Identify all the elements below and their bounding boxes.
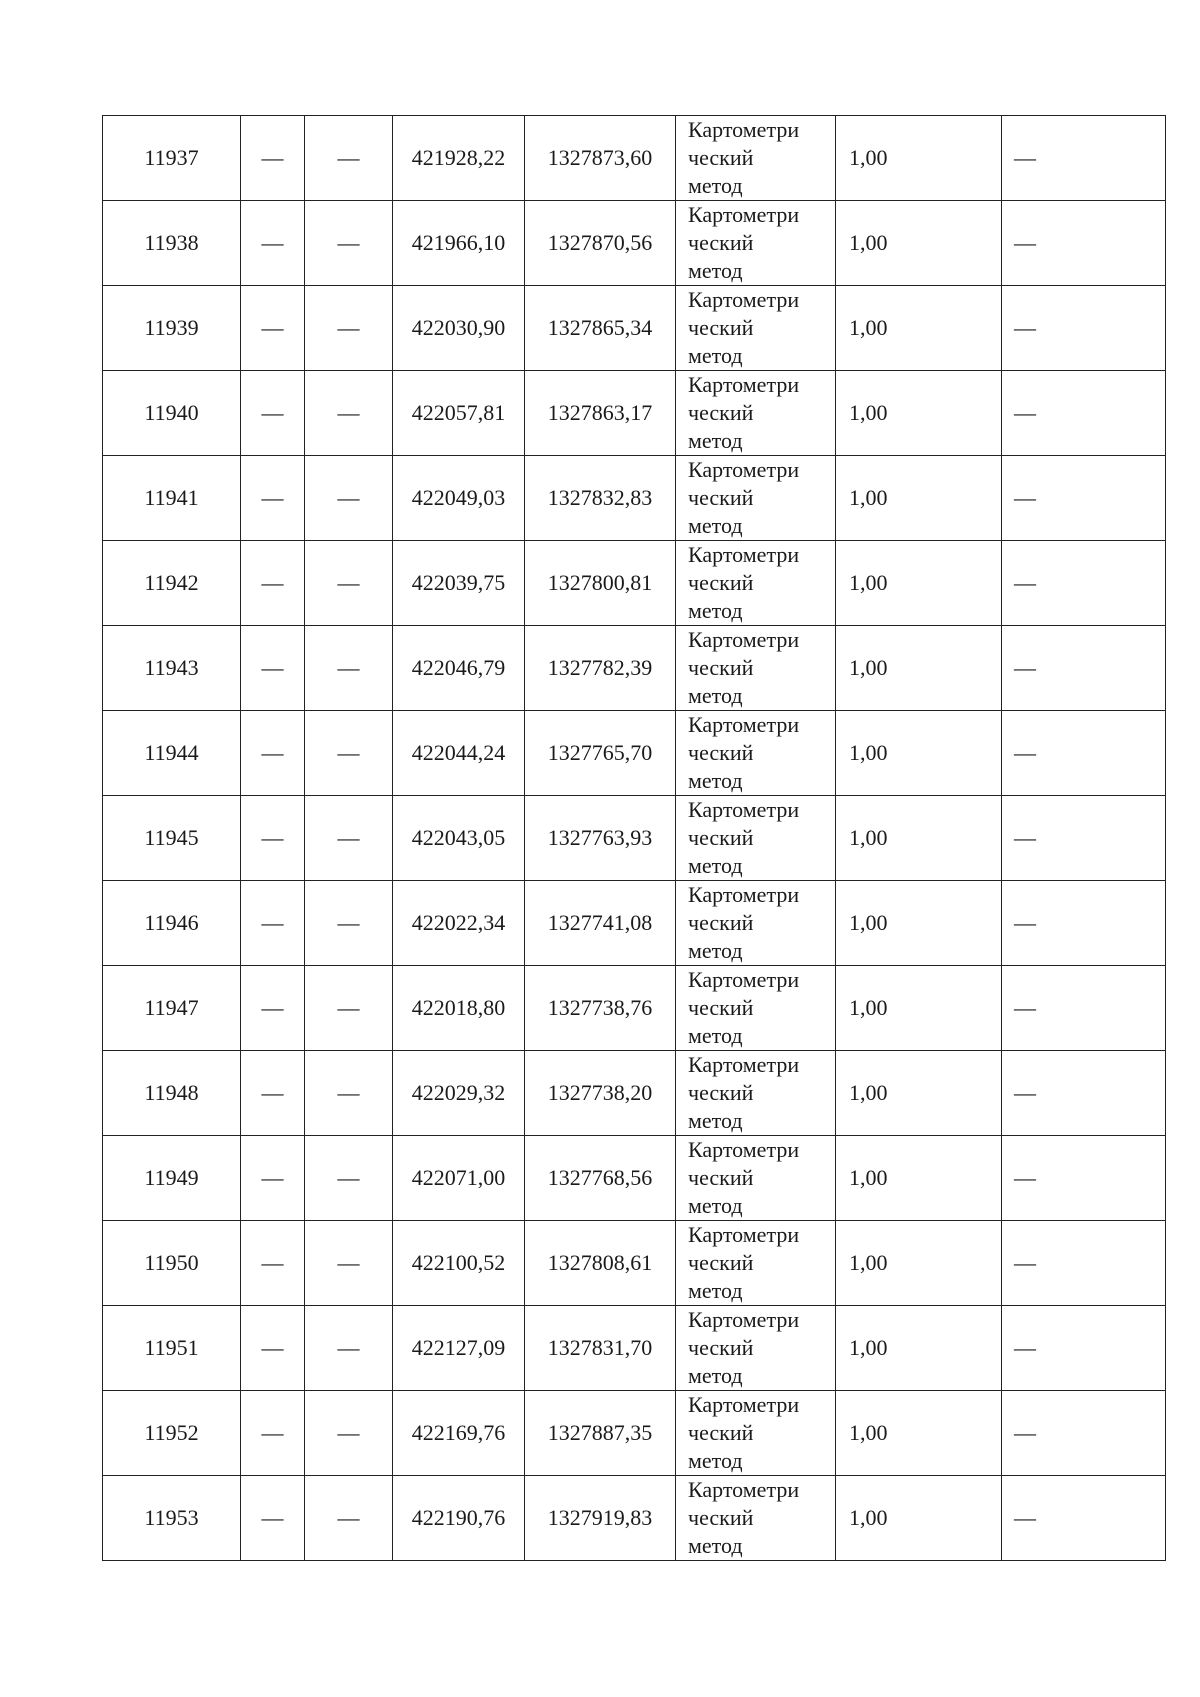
- point-number-cell: 11945: [103, 796, 241, 881]
- empty-value-cell: —: [305, 286, 393, 371]
- x-coordinate-cell: 422071,00: [393, 1136, 525, 1221]
- x-coordinate-cell: 422190,76: [393, 1476, 525, 1561]
- method-cell: Картометри ческий метод: [676, 1306, 836, 1391]
- x-coordinate-cell: 422049,03: [393, 456, 525, 541]
- y-coordinate-cell: 1327865,34: [525, 286, 676, 371]
- empty-value-cell: —: [305, 1136, 393, 1221]
- empty-value-cell: —: [305, 1476, 393, 1561]
- empty-value-cell: —: [1002, 1136, 1166, 1221]
- accuracy-cell: 1,00: [836, 1306, 1002, 1391]
- coordinates-table: [102, 115, 1166, 1561]
- empty-value-cell: —: [241, 1391, 305, 1476]
- y-coordinate-cell: 1327831,70: [525, 1306, 676, 1391]
- point-number-cell: 11943: [103, 626, 241, 711]
- empty-value-cell: —: [305, 966, 393, 1051]
- empty-value-cell: —: [305, 626, 393, 711]
- empty-value-cell: —: [305, 541, 393, 626]
- empty-value-cell: —: [1002, 371, 1166, 456]
- point-number-cell: 11946: [103, 881, 241, 966]
- empty-value-cell: —: [241, 201, 305, 286]
- method-cell: Картометри ческий метод: [676, 201, 836, 286]
- empty-value-cell: —: [305, 201, 393, 286]
- empty-value-cell: —: [305, 1221, 393, 1306]
- method-cell: Картометри ческий метод: [676, 881, 836, 966]
- empty-value-cell: —: [1002, 1221, 1166, 1306]
- accuracy-cell: 1,00: [836, 796, 1002, 881]
- point-number-cell: 11950: [103, 1221, 241, 1306]
- x-coordinate-cell: 422018,80: [393, 966, 525, 1051]
- empty-value-cell: —: [1002, 201, 1166, 286]
- table-row: [103, 1391, 1166, 1476]
- empty-value-cell: —: [305, 116, 393, 201]
- y-coordinate-cell: 1327873,60: [525, 116, 676, 201]
- empty-value-cell: —: [241, 371, 305, 456]
- point-number-cell: 11952: [103, 1391, 241, 1476]
- empty-value-cell: —: [1002, 1391, 1166, 1476]
- empty-value-cell: —: [241, 966, 305, 1051]
- table-row: [103, 1476, 1166, 1561]
- x-coordinate-cell: 422022,34: [393, 881, 525, 966]
- table-row: [103, 456, 1166, 541]
- empty-value-cell: —: [1002, 1306, 1166, 1391]
- empty-value-cell: —: [241, 1476, 305, 1561]
- table-body: [103, 116, 1166, 1561]
- point-number-cell: 11953: [103, 1476, 241, 1561]
- table-row: [103, 626, 1166, 711]
- method-cell: Картометри ческий метод: [676, 1051, 836, 1136]
- point-number-cell: 11951: [103, 1306, 241, 1391]
- method-cell: Картометри ческий метод: [676, 1391, 836, 1476]
- x-coordinate-cell: 422043,05: [393, 796, 525, 881]
- table-row: [103, 966, 1166, 1051]
- table-row: [103, 711, 1166, 796]
- empty-value-cell: —: [305, 711, 393, 796]
- method-cell: Картометри ческий метод: [676, 796, 836, 881]
- point-number-cell: 11949: [103, 1136, 241, 1221]
- method-cell: Картометри ческий метод: [676, 966, 836, 1051]
- method-cell: Картометри ческий метод: [676, 286, 836, 371]
- y-coordinate-cell: 1327782,39: [525, 626, 676, 711]
- method-cell: Картометри ческий метод: [676, 1476, 836, 1561]
- x-coordinate-cell: 422030,90: [393, 286, 525, 371]
- method-cell: Картометри ческий метод: [676, 1136, 836, 1221]
- empty-value-cell: —: [1002, 711, 1166, 796]
- table-row: [103, 1221, 1166, 1306]
- x-coordinate-cell: 422029,32: [393, 1051, 525, 1136]
- accuracy-cell: 1,00: [836, 711, 1002, 796]
- x-coordinate-cell: 422100,52: [393, 1221, 525, 1306]
- empty-value-cell: —: [241, 116, 305, 201]
- accuracy-cell: 1,00: [836, 116, 1002, 201]
- accuracy-cell: 1,00: [836, 1476, 1002, 1561]
- empty-value-cell: —: [305, 881, 393, 966]
- y-coordinate-cell: 1327919,83: [525, 1476, 676, 1561]
- table-row: [103, 541, 1166, 626]
- empty-value-cell: —: [305, 796, 393, 881]
- y-coordinate-cell: 1327808,61: [525, 1221, 676, 1306]
- table-row: [103, 1051, 1166, 1136]
- empty-value-cell: —: [1002, 796, 1166, 881]
- accuracy-cell: 1,00: [836, 1051, 1002, 1136]
- y-coordinate-cell: 1327832,83: [525, 456, 676, 541]
- point-number-cell: 11948: [103, 1051, 241, 1136]
- x-coordinate-cell: 421928,22: [393, 116, 525, 201]
- x-coordinate-cell: 422046,79: [393, 626, 525, 711]
- y-coordinate-cell: 1327768,56: [525, 1136, 676, 1221]
- y-coordinate-cell: 1327741,08: [525, 881, 676, 966]
- point-number-cell: 11940: [103, 371, 241, 456]
- table-row: [103, 881, 1166, 966]
- point-number-cell: 11939: [103, 286, 241, 371]
- empty-value-cell: —: [241, 1306, 305, 1391]
- accuracy-cell: 1,00: [836, 881, 1002, 966]
- point-number-cell: 11937: [103, 116, 241, 201]
- empty-value-cell: —: [241, 626, 305, 711]
- method-cell: Картометри ческий метод: [676, 541, 836, 626]
- accuracy-cell: 1,00: [836, 626, 1002, 711]
- y-coordinate-cell: 1327738,76: [525, 966, 676, 1051]
- accuracy-cell: 1,00: [836, 286, 1002, 371]
- accuracy-cell: 1,00: [836, 1391, 1002, 1476]
- point-number-cell: 11938: [103, 201, 241, 286]
- y-coordinate-cell: 1327738,20: [525, 1051, 676, 1136]
- x-coordinate-cell: 422127,09: [393, 1306, 525, 1391]
- method-cell: Картометри ческий метод: [676, 371, 836, 456]
- table-row: [103, 201, 1166, 286]
- table-row: [103, 286, 1166, 371]
- empty-value-cell: —: [241, 1136, 305, 1221]
- empty-value-cell: —: [1002, 881, 1166, 966]
- y-coordinate-cell: 1327800,81: [525, 541, 676, 626]
- accuracy-cell: 1,00: [836, 1221, 1002, 1306]
- empty-value-cell: —: [241, 1051, 305, 1136]
- empty-value-cell: —: [1002, 116, 1166, 201]
- empty-value-cell: —: [241, 1221, 305, 1306]
- point-number-cell: 11941: [103, 456, 241, 541]
- empty-value-cell: —: [1002, 1476, 1166, 1561]
- table-row: [103, 371, 1166, 456]
- empty-value-cell: —: [241, 286, 305, 371]
- empty-value-cell: —: [305, 1391, 393, 1476]
- table-row: [103, 116, 1166, 201]
- y-coordinate-cell: 1327765,70: [525, 711, 676, 796]
- accuracy-cell: 1,00: [836, 456, 1002, 541]
- empty-value-cell: —: [1002, 541, 1166, 626]
- method-cell: Картометри ческий метод: [676, 1221, 836, 1306]
- empty-value-cell: —: [1002, 456, 1166, 541]
- empty-value-cell: —: [241, 796, 305, 881]
- method-cell: Картометри ческий метод: [676, 711, 836, 796]
- table-row: [103, 796, 1166, 881]
- x-coordinate-cell: 422039,75: [393, 541, 525, 626]
- empty-value-cell: —: [305, 1051, 393, 1136]
- accuracy-cell: 1,00: [836, 201, 1002, 286]
- y-coordinate-cell: 1327763,93: [525, 796, 676, 881]
- accuracy-cell: 1,00: [836, 966, 1002, 1051]
- table-row: [103, 1306, 1166, 1391]
- method-cell: Картометри ческий метод: [676, 456, 836, 541]
- empty-value-cell: —: [1002, 626, 1166, 711]
- empty-value-cell: —: [1002, 1051, 1166, 1136]
- empty-value-cell: —: [1002, 966, 1166, 1051]
- x-coordinate-cell: 422057,81: [393, 371, 525, 456]
- empty-value-cell: —: [241, 456, 305, 541]
- empty-value-cell: —: [305, 371, 393, 456]
- empty-value-cell: —: [305, 456, 393, 541]
- method-cell: Картометри ческий метод: [676, 116, 836, 201]
- x-coordinate-cell: 421966,10: [393, 201, 525, 286]
- table-row: [103, 1136, 1166, 1221]
- x-coordinate-cell: 422169,76: [393, 1391, 525, 1476]
- accuracy-cell: 1,00: [836, 1136, 1002, 1221]
- point-number-cell: 11944: [103, 711, 241, 796]
- y-coordinate-cell: 1327863,17: [525, 371, 676, 456]
- empty-value-cell: —: [305, 1306, 393, 1391]
- point-number-cell: 11947: [103, 966, 241, 1051]
- empty-value-cell: —: [241, 541, 305, 626]
- method-cell: Картометри ческий метод: [676, 626, 836, 711]
- y-coordinate-cell: 1327870,56: [525, 201, 676, 286]
- accuracy-cell: 1,00: [836, 371, 1002, 456]
- accuracy-cell: 1,00: [836, 541, 1002, 626]
- empty-value-cell: —: [241, 711, 305, 796]
- y-coordinate-cell: 1327887,35: [525, 1391, 676, 1476]
- point-number-cell: 11942: [103, 541, 241, 626]
- x-coordinate-cell: 422044,24: [393, 711, 525, 796]
- empty-value-cell: —: [241, 881, 305, 966]
- empty-value-cell: —: [1002, 286, 1166, 371]
